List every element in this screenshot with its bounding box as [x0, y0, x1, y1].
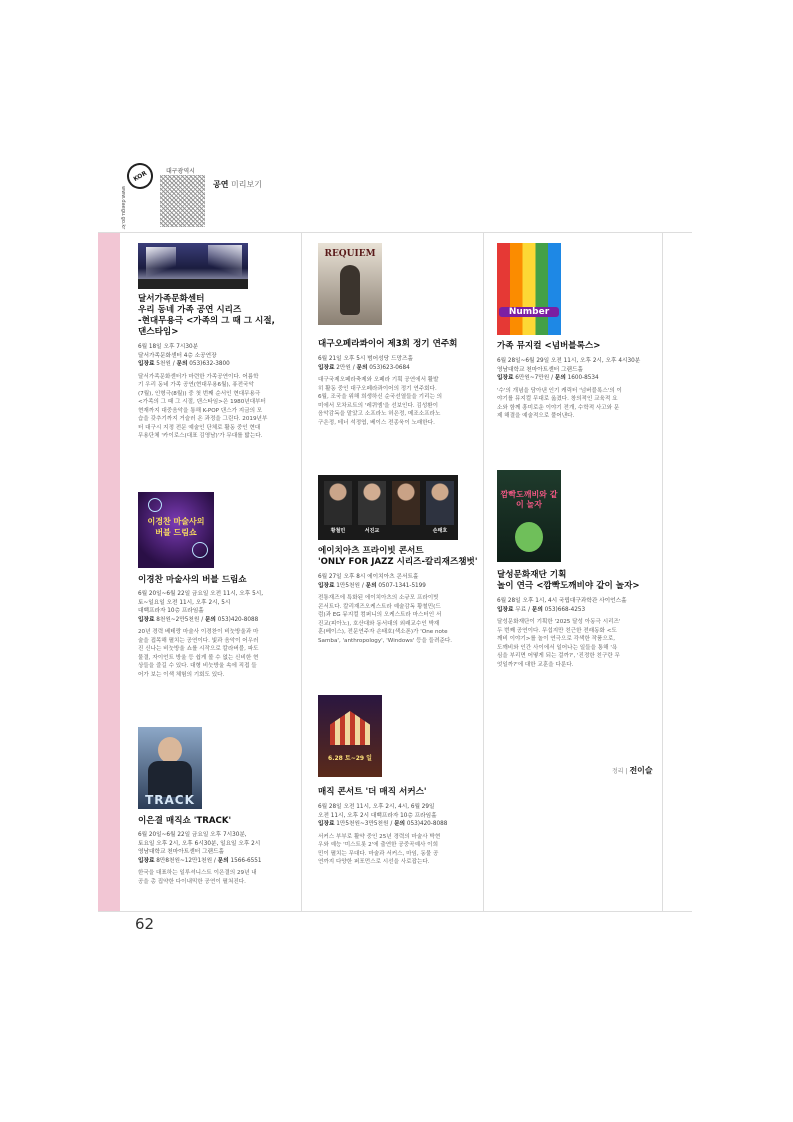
numberblocks-poster: Number	[497, 243, 561, 335]
site-url: www.daegu.go.kr	[120, 186, 126, 230]
event-item	[138, 816, 298, 886]
city-label: 대구광역시	[166, 168, 195, 175]
event-meta: 6월 28일~6월 29일 오전 11시, 오후 2시, 오후 4시30분 영남대학교 천마아트센터 그랜드홀 입장료 6만원~7만원 / 문의 1600-8534	[497, 358, 641, 382]
page-number: 62	[135, 915, 155, 933]
event-description: 20년 경력 베테랑 마술사 이경찬이 비눗방울과 마 술을 접목해 펼치는 공연이다. 빛과 음악이 어우러 진 신나는 비눗방울 쇼를 시작으로 칼라버블, 파도 물결, 자이언트 방울 등 쉽게 볼 수 없는 신비한 현 상들을 즐길 수 있다. 대형 비눗방울 속에 직접 들 어가 보는 이색 체험의 기회도 있다.	[138, 629, 259, 678]
event-item	[138, 294, 298, 441]
column-divider	[301, 233, 302, 911]
event-meta: 6월 21일 오후 5시 범어성당 드망즈홀 입장료 2만원 / 문의 053)623-0684	[318, 356, 413, 371]
event-item	[318, 546, 478, 645]
event-title: 에이치아츠 프라이빗 콘서트 'ONLY FOR JAZZ 시리즈-칼리재즈챔벗'	[318, 546, 478, 567]
right-margin	[662, 233, 693, 911]
magic-show-poster: TRACK	[138, 727, 202, 809]
event-item	[318, 339, 478, 427]
event-title: 이경찬 마술사의 버블 드림쇼	[138, 575, 247, 585]
event-item	[497, 570, 657, 669]
concert-photo	[138, 243, 248, 289]
bottom-rule	[98, 911, 692, 912]
column-divider	[483, 233, 484, 911]
event-item	[318, 787, 478, 867]
event-meta: 6월 20일~6월 22일 금요일 오후 7시30분, 토요일 오후 2시, 오후 6시30분, 일요일 오후 2시 영남대학교 천마아트센터 그랜드홀 입장료 8만8천원~12만1천원 / 문의 1566-6551	[138, 832, 262, 864]
goblin-play-poster: 깜빡도깨비와 같이 놀자	[497, 470, 561, 562]
decorative-pattern	[160, 175, 205, 227]
event-description: 대구국제오페라축제와 오페라 기획 공연에서 활발 히 활동 중인 대구오페라콰이어의 정기 연주회다. 6월, 조국을 위해 희생하신 순국선열들을 기리는 의 미에서 모차르트의 '레퀴엠'을 선보인다. 김성환이 음악감독을 맡았고 소프라노 허은정, 메조소프라노 구은정, 테너 석정엽, 베이스 전종욱이 노래한다.	[318, 377, 443, 426]
magic-circus-poster: 6.28 토~29 일	[318, 695, 382, 777]
event-description: 달서가족문화센터가 마련한 가족공연이다. 어름학 기 우리 동네 가족 공연(현대무용6월), 퓨전국악 (7월), 인형극(8월)) 중 첫 번째 순서인 현대무용극 <가족의 그 때 그 시절, 댄스타임>은 1980년대부터 현재까지 대중음악을 통해 K-POP 댄스가 지금의 모 습을 갖추기까지 거슬러 온 과정을 그린다. 2019년부 터 대구시 지정 전문 예술인 단체로 활동 중인 현대 무용단체 '카이로스(대표 김영남)'가 무대를 밟는다.	[138, 373, 268, 440]
top-rule	[98, 232, 692, 233]
event-description: '수'의 개념을 담아낸 인기 캐릭터 '넘버블록스'의 이 야기를 뮤지컬 무대로 옮겼다. 창의적인 교육적 요 소와 함께 흥미로운 이야기 전개, 수학적 사고와 문 제 해결을 예술적으로 풀어낸다.	[497, 387, 622, 420]
event-description: 전통재즈에 특화된 에이치아츠의 소규모 프라이빗 콘서트다. 칼리재즈오케스트라 예술감독 황철민(드 럼)과 EG 뮤지컬 컴퍼니의 오케스트라 마스터인 서 진교(피아노), 호산대와 동서대의 외래교수인 박재 훈(베이스), 전문연주자 손태호(색소폰)가 'One note Samba', 'anthropology', 'Windows' 등을 들려준다.	[318, 595, 453, 644]
section-title: 공연 미리보기	[213, 180, 262, 189]
logo-icon: KOR	[122, 158, 158, 194]
event-title: 매직 콘서트 '더 매직 서커스'	[318, 787, 427, 797]
event-title: 이은결 매직쇼 'TRACK'	[138, 816, 232, 826]
event-meta: 6월 28일 오전 11시, 오후 2시, 4시, 6월 29일 오전 11시, 오후 2시 대백프라자 10층 프라임홀 입장료 1만5천원~3만5천원 / 문의 053)420-8088	[318, 804, 448, 828]
event-item	[138, 575, 298, 679]
event-meta: 6월 28일 오후 1시, 4시 국립대구과학관 사이언스홀 입장료 무료 / 문의 053)668-4253	[497, 598, 627, 613]
event-item	[497, 341, 657, 421]
event-title: 가족 뮤지컬 <넘버블록스>	[497, 341, 601, 351]
editor-credit: 정리 | 전이슬	[612, 766, 653, 775]
requiem-poster: REQUIEM	[318, 243, 382, 325]
pink-margin-bar	[98, 233, 120, 911]
event-meta: 6월 27일 오후 8시 에이치아츠 콘서트홀 입장료 1만5천원 / 문의 0507-1341-5199	[318, 574, 426, 589]
event-title: 달서가족문화센터 우리 동네 가족 공연 시리즈 -현대무용극 <가족의 그 때 그 시절, 댄스타임>	[138, 294, 275, 337]
event-meta: 6월 20일~6월 22일 금요일 오전 11시, 오후 5시, 토~일요일 오전 11시, 오후 2시, 5시 대백프라자 10층 프라임홀 입장료 8천원~2만5천원 / 문의 053)420-8088	[138, 591, 264, 623]
event-title: 대구오페라콰이어 제3회 정기 연주회	[318, 339, 458, 349]
event-description: 서커스 부부로 활약 중인 25년 경력의 마술사 박현 우와 예능 '미스트롯 2'에 출연한 공중곡예사 이희 민이 펼치는 무대다. 마술과 서커스, 마임, 동물 공 연까지 다양한 퍼포먼스로 시선을 사로잡는다.	[318, 833, 441, 866]
event-title: 달성문화재단 기획 놀이 연극 <깜빡도깨비야 같이 놀자>	[497, 570, 640, 591]
event-description: 한국을 대표하는 일루셔니스트 이은결의 29년 내 공을 총 집약한 다이내믹한 공연이 펼쳐진다.	[138, 870, 257, 885]
event-meta: 6월 18일 오후 7시30분 달서가족문화센터 4층 소공연장 입장료 5천원 / 문의 053)632-3800	[138, 344, 230, 368]
event-description: 달성문화재단이 기획한 '2025 달성 아동극 시리즈' 두 번째 공연이다. 무섭지만 친근한 전래동화 <도 깨비 이야기>를 놀이 연극으로 각색한 작품으로, 도깨비와 인간 사이에서 일어나는 일들을 통해 '욕 심을 부리면 어떻게 되는 걸까?', '진정한 친구란 무 엇일까?'에 대한 교훈을 다룬다.	[497, 619, 621, 668]
jazz-musicians-photo: 황철민 서진교 손태호	[318, 475, 458, 540]
bubble-show-poster: 이경찬 마술사의 버블 드림쇼	[138, 492, 214, 568]
